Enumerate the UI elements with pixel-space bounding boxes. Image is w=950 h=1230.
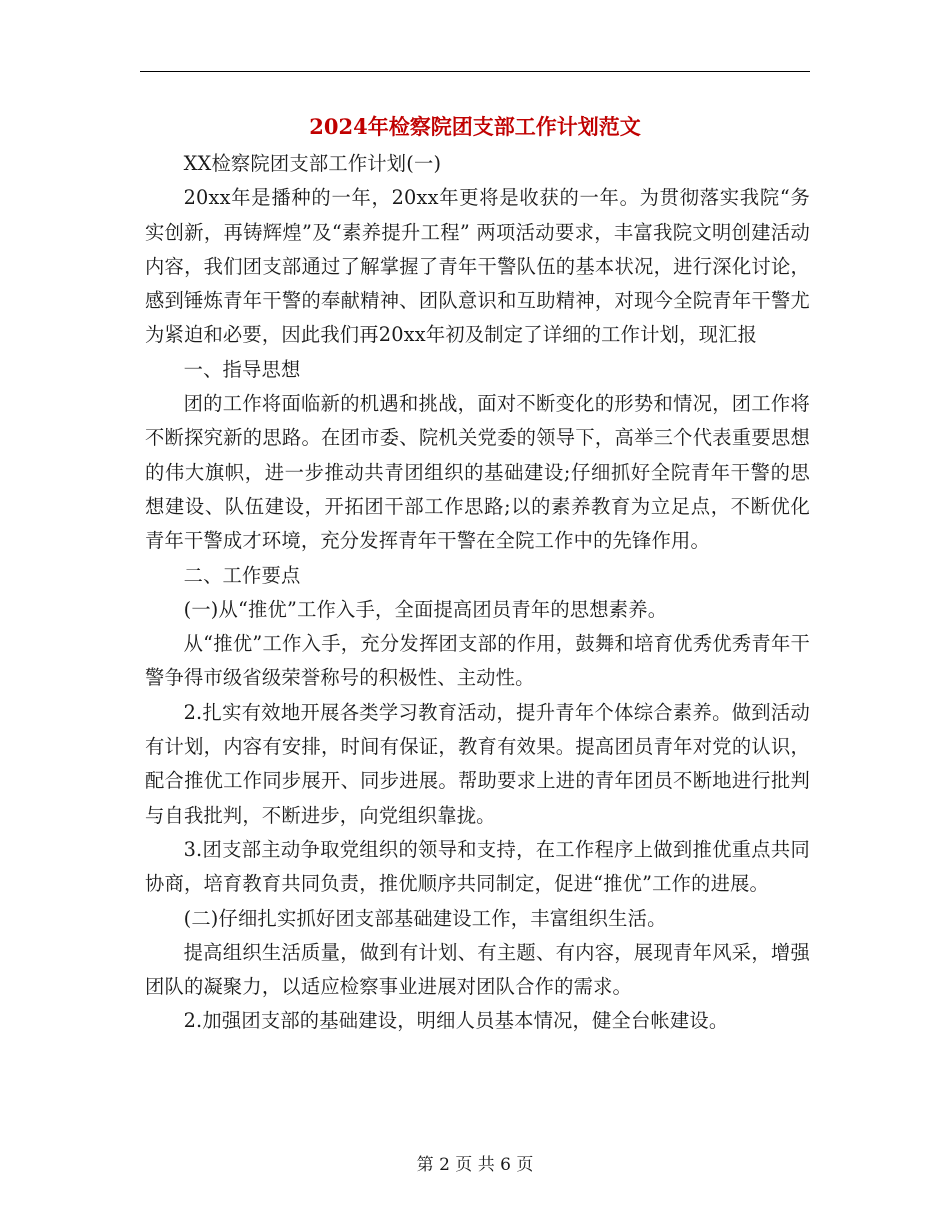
page-number: 第 2 页 共 6 页 [416,1155,534,1175]
paragraph-guiding-ideology: 团的工作将面临新的机遇和挑战，面对不断变化的形势和情况，团工作将不断探究新的思路。在团市委、院机关党委的领导下，高举三个代表重要思想的伟大旗帜，进一步推动共青团组织的基础建设;仔细抓好全院青年干警的思想建设、队伍建设，开拓团干部工作思路;以的素养教育为立足点，不断优化青年干警成才环境，充分发挥青年干警在全院工作中的先锋作用。 [145,392,810,553]
section-heading-guiding-ideology: 一、指导思想 [183,357,301,381]
subheading-basic-construction: (二)仔细扎实抓好团支部基础建设工作，丰富组织生活。 [183,906,667,930]
section-heading-work-points: 二、工作要点 [183,563,301,587]
paragraph-item-3: 3.团支部主动争取党组织的领导和支持，在工作程序上做到推优重点共同协商，培育教育共同负责，推优顺序共同制定，促进“推优”工作的进展。 [145,837,810,896]
document-title: 2024年检察院团支部工作计划范文 [309,114,641,139]
header-rule [140,71,810,72]
paragraph-item-2: 2.扎实有效地开展各类学习教育活动，提升青年个体综合素养。做到活动有计划，内容有安排，时间有保证，教育有效果。提高团员青年对党的认识，配合推优工作同步展开、同步进展。帮助要求上进的青年团员不断地进行批判与自我批判，不断进步，向党组织靠拢。 [145,700,810,827]
paragraph-organization-life: 提高组织生活质量，做到有计划、有主题、有内容，展现青年风采，增强团队的凝聚力，以适应检察事业进展对团队合作的需求。 [145,940,810,999]
paragraph-subtitle: XX检察院团支部工作计划(一) [183,152,442,175]
document-body [145,147,810,1039]
paragraph-ledger-construction: 2.加强团支部的基础建设，明细人员基本情况，健全台帐建设。 [183,1009,729,1033]
subheading-recommend-excellence: (一)从“推优”工作入手，全面提高团员青年的思想素养。 [183,597,668,621]
paragraph-intro: 20xx年是播种的一年，20xx年更将是收获的一年。为贯彻落实我院“务实创新，再铸辉煌”及“素养提升工程” 两项活动要求，丰富我院文明创建活动内容，我们团支部通过了解掌握了青年干警队伍的基本状况，进行深化讨论，感到锤炼青年干警的奉献精神、团队意识和互助精神，对现今全院青年干警尤为紧迫和必要，因此我们再20xx年初及制定了详细的工作计划，现汇报 [145,186,810,347]
paragraph-item-1: 从“推优”工作入手，充分发挥团支部的作用，鼓舞和培育优秀优秀青年干警争得市级省级荣誉称号的积极性、主动性。 [145,632,810,690]
